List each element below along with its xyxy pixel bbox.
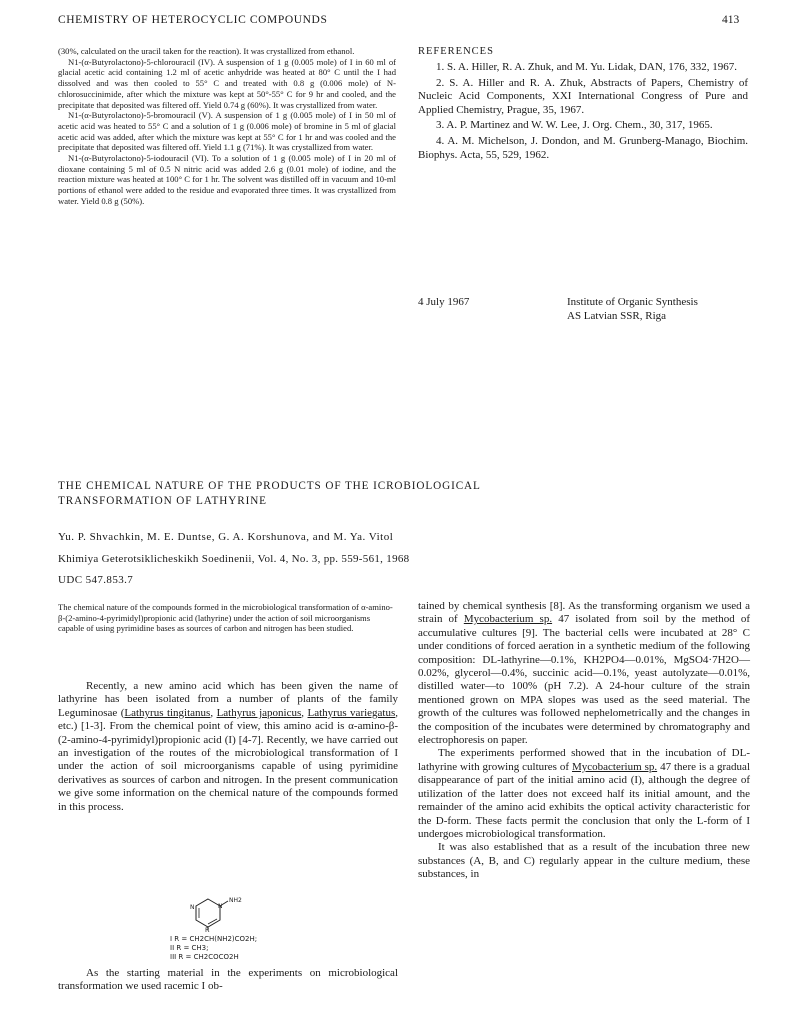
body-right-column	[418, 600, 750, 882]
caption-line: III R = CH2COCO2H	[170, 953, 239, 961]
journal-source: Khimiya Geterotsiklicheskikh Soedinenii, Vol. 4, No. 3, pp. 559-561, 1968	[58, 553, 410, 565]
body-text: tained by chemical synthesis [8]. As the transforming organism we used a strain of	[418, 600, 750, 626]
n-label: N	[218, 903, 223, 910]
body-text: , etc.) [1-3]. From the chemical point of view, this amino acid is α-amino-β-(2-amino-4-pyrimidyl)propionic acid (I) [4-7]. Recently, we have carried out an investigation of the routes of the microbiological transformation of I under the action of soil microorganisms capable of using pyrimidine derivatives as sources of carbon and nitrogen. In the present communication we give some information on the chemical nature of the compounds formed in this process.	[58, 706, 399, 813]
nh2-label: NH2	[229, 897, 242, 904]
institute	[567, 296, 698, 323]
experimental-paragraph: N1-(α-Butyrolactono)-5-bromouracil (V). A suspension of 1 g (0.005 mole) of I in 50 ml of acetic acid was heated to 55° C and a solution of 1 g (0.006 mole) of bromine in 5 ml of glacial acetic acid was added, after which the mixture was kept at 55° C for 1 hr and was cooled and the precipitate that deposited was filtered off. Yield 1.1 g (71%). It was crystallized from water.	[58, 110, 396, 153]
species-name: Lathyrus variegatus	[307, 706, 396, 719]
organism-name: Mycobacterium sp.	[463, 613, 553, 626]
title-line: TRANSFORMATION OF LATHYRINE	[58, 495, 267, 507]
caption-line: II R = CH3;	[170, 944, 209, 952]
n-label: N	[190, 904, 195, 911]
experimental-paragraph: N1-(α-Butyrolactono)-5-chlorouracil (IV). A suspension of 1 g (0.005 mole) of I in 60 ml of glacial acetic acid containing 1.2 ml of acetic anhydride was heated at 80° C until the I had dissolved and was then cooled to 55° C and treated with 0.8 g (0.006 mole) of N-chlorosuccinimide, after which the mixture was kept at 50°-55° C for 9 hr and cooled, and the precipitate that deposited was filtered off. Yield 0.74 g (60%). It was crystallized from water.	[58, 56, 396, 110]
experimental-paragraph: (30%, calculated on the uracil taken for the reaction). It was crystallized from ethanol.	[58, 46, 355, 56]
udc-code: UDC 547.853.7	[58, 574, 134, 586]
body-paragraph	[418, 747, 750, 841]
species-name: Lathyrus japonicus	[216, 706, 302, 719]
structure-caption	[170, 935, 257, 962]
body-paragraph: Recently, a new amino acid which has been given the name of lathyrine has been isolated from a number of plants of the family Leguminosae (Lathyrus tingitanus, Lathyrus japonicus, Lathyrus variegatus, etc.) [1-3]. From the chemical point of view, this amino acid is α-amino-β-(2-amino-4-pyrimidyl)propionic acid (I) [4-7]. Recently, we have carried out an investigation of the routes of the microbiological transformation of I under the action of soil microorganisms capable of using pyrimidine derivatives as sources of carbon and nitrogen. In the present communication we give some information on the chemical nature of the compounds formed in this process.	[58, 680, 399, 813]
institute-line: AS Latvian SSR, Riga	[567, 309, 667, 322]
species-name: Lathyrus tingitanus	[124, 706, 211, 719]
experimental-section	[58, 46, 396, 207]
reference-item: 4. A. M. Michelson, J. Dondon, and M. Grunberg-Manago, Biochim. Biophys. Acta, 55, 529, 1962.	[418, 134, 748, 161]
organism-name: Mycobacterium sp.	[572, 760, 658, 773]
reference-item: 1. S. A. Hiller, R. A. Zhuk, and M. Yu. Lidak, DAN, 176, 332, 1967.	[436, 61, 738, 73]
received-date: 4 July 1967	[418, 296, 470, 308]
article-title	[58, 479, 658, 509]
reference-item: 3. A. P. Martinez and W. W. Lee, J. Org. Chem., 30, 317, 1965.	[436, 119, 713, 132]
body-text: 47 isolated from soil by the method of accumulative cultures [9]. The bacterial cells were incubated at 28° C under conditions of forced aeration in a synthetic medium of the following composition: DL-lathyrine—0.1%, KH2PO4—0.01%, MgSO4·7H2O—0.02%, glycerol—0.4%, succinic acid—0.1%, yeast autolyzate—0.01%, distilled water—to 100% (pH 7.2). A 24-hour culture of the strain mentioned grown on MPA slopes was used as the seed material. The growth of the cultures was followed nephelometrically and the changes in the composition of the incubates were determined by chromatography and electrophoresis on paper.	[418, 613, 750, 747]
experimental-paragraph: N1-(α-Butyrolactono)-5-iodouracil (VI). To a solution of 1 g (0.005 mole) of I in 20 ml of dioxane containing 5 ml of 0.5 N nitric acid was added 2.6 g (0.01 mole) of iodine, and the reaction mixture was heated at 100° C for 1 hr. The solvent was distilled off in vacuum and 10-ml portions of ethanol were added to the residue and evaporated three times. It was crystallized from water. Yield 0.8 g (50%).	[58, 153, 396, 206]
body-paragraph	[418, 600, 750, 747]
institute-line: Institute of Organic Synthesis	[567, 296, 698, 308]
authors: Yu. P. Shvachkin, M. E. Duntse, G. A. Korshunova, and M. Ya. Vitol	[58, 531, 394, 543]
body-text: The experiments performed showed that in the incubation of DL-lathyrine with growing cultures of	[418, 747, 750, 773]
body-paragraph: It was also established that as a result of the incubation three new substances (A, B, and C) regularly appear in the culture medium, these substances, in	[418, 841, 750, 881]
title-line: THE CHEMICAL NATURE OF THE PRODUCTS OF THE ICROBIOLOGICAL	[58, 480, 481, 492]
body-text: 47 there is a gradual disappearance of part of the initial amino acid (I), although the degree of utilization of the latter does not exceed half its initial amount, and the remainder of the amino acid exhibits the optical activity characteristic for the D-form. These facts permit the conclusion that only the L-form of I undergoes microbiological transformation.	[418, 760, 750, 840]
body-left-column	[58, 680, 398, 814]
caption-line: I R = CH2CH(NH2)CO2H;	[170, 935, 258, 943]
reference-item: 2. S. A. Hiller and R. A. Zhuk, Abstracts of Papers, Chemistry of Nucleic Acid Components, XXI International Congress of Pure and Applied Chemistry, Prague, 35, 1967.	[418, 76, 748, 116]
body-left-bottom	[58, 967, 398, 994]
references-list	[418, 61, 748, 164]
body-paragraph: As the starting material in the experiments on microbiological transformation we used racemic I ob-	[58, 967, 398, 993]
r-label: R	[205, 926, 210, 934]
page-number: 413	[722, 14, 740, 26]
abstract: The chemical nature of the compounds formed in the microbiological transformation of α-amino-β-(2-amino-4-pyrimidyl)propionic acid (lathyrine) under the action of soil microorganisms capable of using pyrimidine bases as sources of carbon and nitrogen has been studied.	[58, 602, 393, 634]
body-text: Recently, a new amino acid which has been given the name of lathyrine has been isolated from a number of plants of the family Leguminosae (	[58, 680, 398, 719]
running-head: CHEMISTRY OF HETEROCYCLIC COMPOUNDS	[58, 14, 328, 26]
references-heading: REFERENCES	[418, 46, 494, 57]
